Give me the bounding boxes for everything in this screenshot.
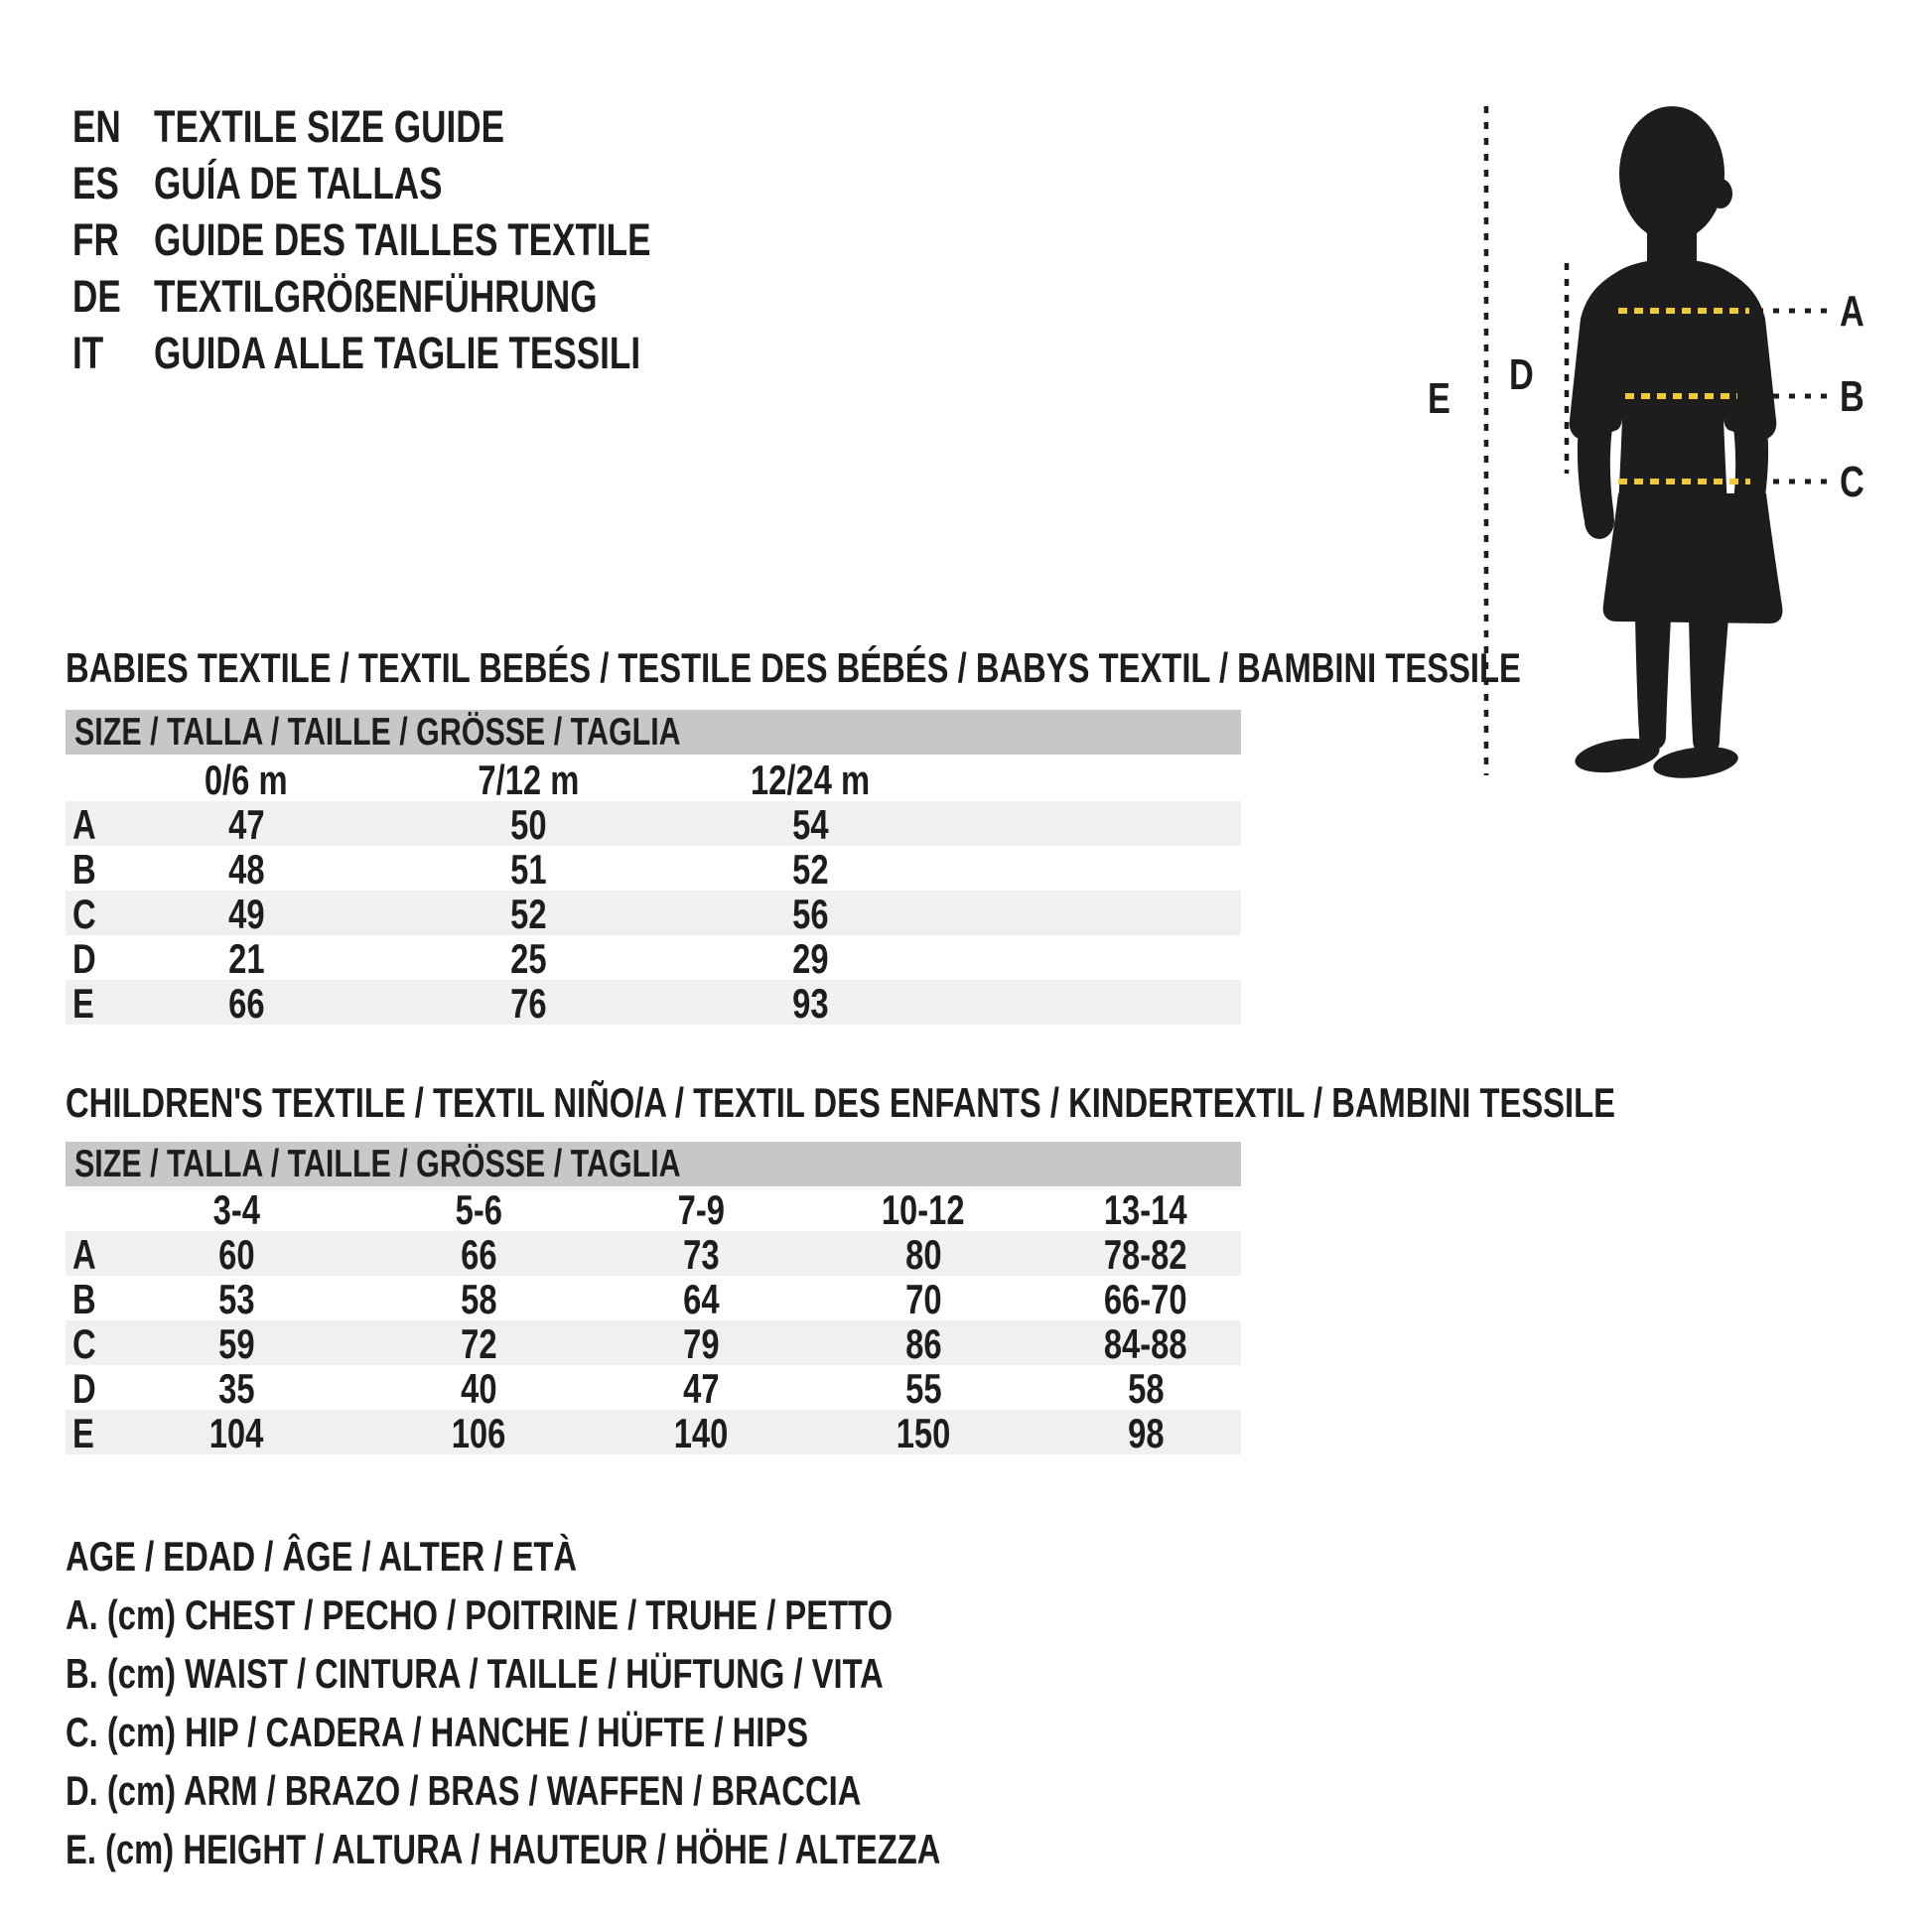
figure-label-e: E [1428, 374, 1450, 423]
babies-row-e: E 66 76 93 [66, 980, 1241, 1025]
children-col-3-4: 3-4 [212, 1186, 260, 1233]
children-section-title: CHILDREN'S TEXTILE / TEXTIL NIÑO/A / TEXTIL DES ENFANTS / KINDERTEXTIL / BAMBINI TESSILE [66, 1079, 1615, 1126]
lang-code-it: IT [72, 327, 104, 378]
babies-size-header-bar: SIZE / TALLA / TAILLE / GRÖSSE / TAGLIA [66, 710, 1241, 755]
lang-code-en: EN [72, 100, 121, 152]
children-col-5-6: 5-6 [455, 1186, 502, 1233]
lang-row-fr [72, 211, 791, 268]
lang-row-en [72, 98, 791, 155]
lang-row-it [72, 325, 791, 381]
figure-label-b: B [1840, 372, 1864, 421]
children-row-c: C 59 72 79 86 84-88 [66, 1320, 1241, 1365]
children-row-d: D 35 40 47 55 58 [72, 1365, 1165, 1412]
lang-title-fr: GUIDE DES TAILLES TEXTILE [154, 213, 651, 265]
babies-section-title: BABIES TEXTILE / TEXTIL BEBÉS / TESTILE DES BÉBÉS / BABYS TEXTIL / BAMBINI TESSILE [66, 644, 1521, 691]
lang-code-es: ES [72, 157, 119, 208]
babies-row-a: A 47 50 54 [66, 801, 1241, 846]
legend-arm: D. (cm) ARM / BRAZO / BRAS / WAFFEN / BRACCIA [66, 1766, 862, 1814]
babies-col-12-24m: 12/24 m [750, 757, 871, 803]
legend-hip: C. (cm) HIP / CADERA / HANCHE / HÜFTE / HIPS [66, 1708, 809, 1755]
legend-height: E. (cm) HEIGHT / ALTURA / HAUTEUR / HÖHE / ALTEZZA [66, 1825, 941, 1872]
measurement-legend [66, 1527, 1187, 1878]
babies-row-c: C 49 52 56 [66, 891, 1241, 935]
legend-age: AGE / EDAD / ÂGE / ALTER / ETÀ [66, 1532, 578, 1580]
children-size-header-bar: SIZE / TALLA / TAILLE / GRÖSSE / TAGLIA [66, 1142, 1241, 1186]
lang-code-de: DE [72, 270, 121, 322]
lang-code-fr: FR [72, 213, 119, 265]
legend-chest: A. (cm) CHEST / PECHO / POITRINE / TRUHE / PETTO [66, 1590, 894, 1638]
babies-row-d: D 21 25 29 [72, 935, 829, 982]
children-row-b: B 53 58 64 70 66-70 [72, 1276, 1187, 1322]
lang-title-en: TEXTILE SIZE GUIDE [154, 100, 504, 152]
children-col-10-12: 10-12 [882, 1186, 965, 1233]
lang-title-de: TEXTILGRÖßENFÜHRUNG [154, 270, 598, 322]
children-column-header-row [66, 1186, 1241, 1231]
figure-label-c: C [1840, 458, 1864, 506]
children-size-table [66, 1186, 1241, 1454]
babies-col-0-6m: 0/6 m [205, 757, 288, 803]
children-row-a: A 60 66 73 80 78-82 [66, 1231, 1241, 1276]
legend-waist: B. (cm) WAIST / CINTURA / TAILLE / HÜFTUNG / VITA [66, 1649, 884, 1697]
babies-size-table [66, 757, 1241, 1025]
babies-col-7-12m: 7/12 m [477, 757, 579, 803]
babies-column-header-row [66, 757, 1241, 801]
children-row-e: E 104 106 140 150 98 [66, 1410, 1241, 1454]
lang-row-de [72, 268, 791, 325]
language-title-block [72, 98, 791, 381]
lang-row-es [72, 155, 791, 211]
figure-label-a: A [1840, 287, 1864, 336]
babies-row-b: B 48 51 52 [72, 846, 829, 893]
children-col-13-14: 13-14 [1104, 1186, 1187, 1233]
children-col-7-9: 7-9 [677, 1186, 725, 1233]
lang-title-it: GUIDA ALLE TAGLIE TESSILI [154, 327, 641, 378]
figure-label-d: D [1509, 350, 1534, 399]
lang-title-es: GUÍA DE TALLAS [154, 157, 443, 208]
